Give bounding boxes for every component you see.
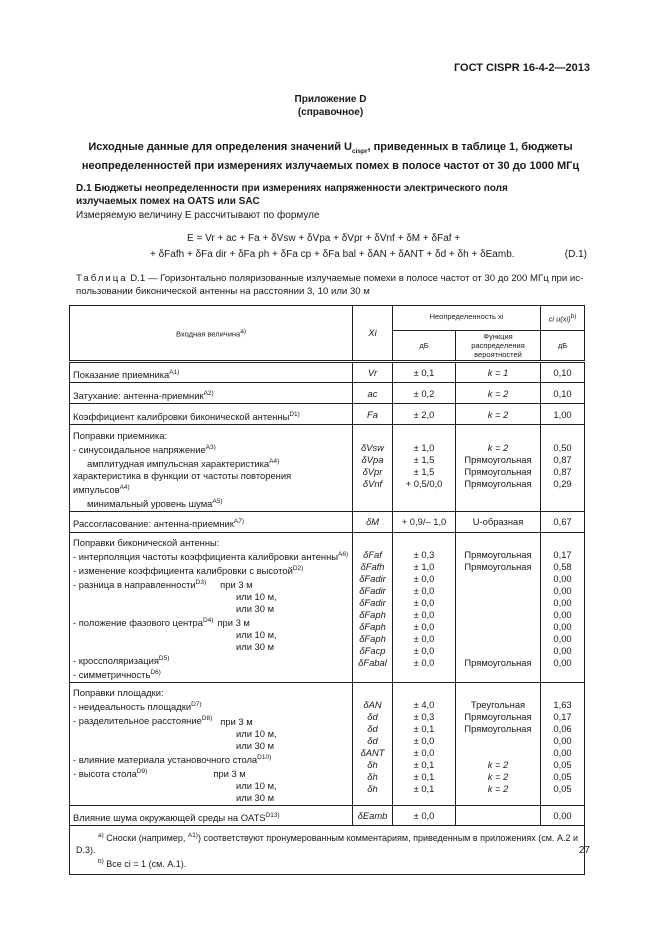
page-number: 27 xyxy=(578,845,590,856)
receiver-corrections-row: Поправки приемника: - синусоидальное напряжение$^{A3)}$ амплитудная импульсная характеристика$^{A4)}$ характеристика в функции от частоты повторения импульсов$^{A4)}$ минимальный уровень шума$^{A5)}$ δVsw δVpa δVpr δVnf ± 1,0 ± 1,5 ± 1,5 + 0,5/0,0 k = 2 Прямоугольная Прямоугольная Прямоугольная 0,50 0,87 0,87 0,29 xyxy=(70,424,585,512)
intro-text: Измеряемую величину E рассчитывают по формуле xyxy=(76,210,320,221)
annex-heading xyxy=(0,93,661,119)
equation-line2: + δFafh + δFa dir + δFa ph + δFa cp + δFa bal + δAN + δANT + δd + δh + δEamb. xyxy=(150,249,515,260)
header-uncertainty: Неопределенность xi xyxy=(393,306,541,331)
antenna-corrections-row: Поправки биконической антенны: - интерполяция частоты коэффициента калибровки антенны$^{A6)}$ - изменение коэффициента калибровки с высотой$^{D2)}$ - разница в направленности$^{D3)}$ при 3 м или 10 м, или 30 м - положение фазового центра$^{D4)}$ при 3 м или 10 м, или 30 м - кроссполяризация$^{D5)}$ - симметричность$^{D6)}$ δFaf δFafh δFadir δFadir δFadir δFaph δFaph δFaph δFacp δFabal ± 0,3 ± 1,0 ± 0,0 ± 0,0 ± 0,0 ± 0,0 ± 0,0 ± 0,0 ± 0,0 ± 0,0 Прямоугольная Прямоугольная Прямоугольная 0,17 0,58 0,00 0,00 0,00 0,00 0,00 0,00 0,00 0,00 xyxy=(70,532,585,683)
equation-line1: E = Vr + ac + Fa + δVsw + δVpa + δVpr + δVnf + δM + δFaf + xyxy=(187,233,461,244)
annex-subtitle: (справочное) xyxy=(297,107,364,118)
table-row: Коэффициент калибровки биконической антенны$^{D1)}$ Fa ± 2,0 k = 2 1,00 xyxy=(70,403,585,424)
header-input: Входная величина$^{a)}$ xyxy=(70,306,353,362)
document-id: ГОСТ CISPR 16-4-2—2013 xyxy=(453,62,590,74)
site-corrections-row: Поправки площадки: - неидеальность площадки$^{D7)}$ - разделительное расстояние$^{D8)}$ при 3 м или 10 м, или 30 м - влияние материала установочного стола$^{D10)}$ - высота стола$^{D9)}$ при 3 м или 10 м, или 30 м δAN δd δd δd δANT δh δh δh ± 4,0 ± 0,3 ± 0,1 ± 0,0 ± 0,0 ± 0,1 ± 0,1 ± 0,1 Треугольная Прямоугольная Прямоугольная k = 2 k = 2 k = 2 1,63 0,17 0,06 0,00 0,00 0,05 0,05 0,05 xyxy=(70,683,585,806)
annex-main-title: Исходные данные для определения значений $U_{cispr}$, приведенных в таблице 1, бюджеты неопределенностей при измерениях излучаемых помех в полосе частот от 30 до 1000 МГц xyxy=(81,141,580,173)
footnotes-row xyxy=(70,825,585,874)
uncertainty-table xyxy=(69,305,585,875)
footnote-a: $^{a)}$ Сноски (например, $^{A1)}$) соответствуют пронумерованным комментариям, приведенным в приложениях (см. А.2 и D.3). xyxy=(76,831,579,855)
footnote-b: $^{b)}$ Все ci = 1 (см. A.1). xyxy=(98,857,187,869)
equation-number: (D.1) xyxy=(564,249,587,260)
ambient-row: Влияние шума окружающей среды на $OATS^{D13)}$ δEamb ± 0,0 0,00 xyxy=(70,805,585,825)
header-db: дБ xyxy=(393,330,456,361)
table-row: Показание приемника$^{A1)}$ Vr ± 0,1 k = 1 0,10 xyxy=(70,361,585,382)
header-db2: дБ xyxy=(541,330,585,361)
header-cu: ci u(xi)$^{b)}$ xyxy=(541,306,585,331)
mismatch-row: Рассогласование: антенна-приемник$^{A7)}$ δM + 0,9/– 1,0 U-образная 0,67 xyxy=(70,512,585,532)
table-row: Затухание: антенна-приемник$^{A2)}$ ac ± 0,2 k = 2 0,10 xyxy=(70,382,585,403)
table-caption: Таблица D.1 — Горизонтально поляризованные излучаемые помехи в полосе частот от 30 до 200 МГц при ис- пользовании биконической антенны на расстоянии 3, 10 или 30 м xyxy=(76,273,584,297)
header-symbol: Xi xyxy=(353,306,393,362)
section-heading: D.1 Бюджеты неопределенности при измерениях напряженности электрического поля излучаемых помех на OATS или SAC xyxy=(76,183,508,207)
header-row xyxy=(70,306,585,331)
header-distribution: Функция распределения вероятностей xyxy=(456,330,541,361)
annex-title: Приложение D xyxy=(294,94,367,105)
